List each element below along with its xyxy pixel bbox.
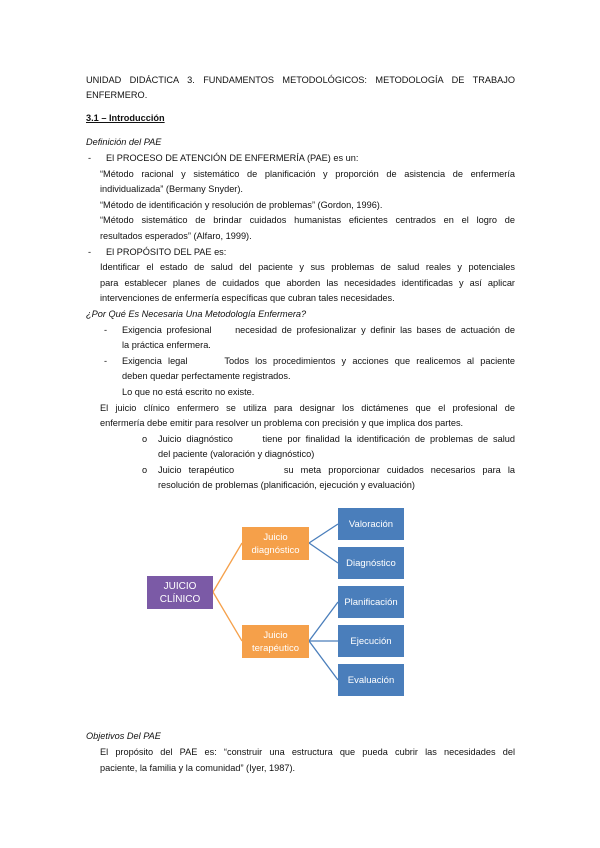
why-subtitle: ¿Por Qué Es Necesaria Una Metodología Enfermera? <box>86 309 307 319</box>
circle-bullet: o <box>142 465 148 475</box>
quote-1-line-1: “Método racional y sistemático de planificación y proporción de asistencia de enfermería <box>100 169 515 179</box>
requirement-professional-line-1: Exigencia profesional necesidad de profesionalizar y definir las bases de actuación de <box>122 325 515 335</box>
clinical-judgment-line-1: El juicio clínico enfermero se utiliza para designar los dictámenes que el profesional de <box>100 403 515 413</box>
connector-therapeutic-evaluacion <box>309 641 338 680</box>
purpose-line-3: intervenciones de enfermería específicas que cubran tales necesidades. <box>100 293 395 303</box>
document-title-line-1: UNIDAD DIDÁCTICA 3. FUNDAMENTOS METODOLÓGICOS: METODOLOGÍA DE TRABAJO <box>86 75 515 85</box>
connector-root-diagnostic <box>213 543 242 592</box>
therapeutic-judgment-line-1: Juicio terapéutico su meta proporcionar cuidados necesarios para la <box>158 465 515 475</box>
quote-3-line-2: resultados esperados” (Alfaro, 1999). <box>100 231 252 241</box>
diagram-therapeutic-label-2: terapéutico <box>251 643 300 654</box>
objectives-line-2: paciente, la familia y la comunidad” (Iyer, 1987). <box>100 763 296 773</box>
diagram-leaf-label: Planificación <box>344 597 398 608</box>
connector-diagnostic-diagnostico <box>309 543 338 563</box>
objectives-subtitle: Objetivos Del PAE <box>86 731 161 741</box>
quote-3-line-1: “Método sistemático de brindar cuidados humanistas eficientes centrados en el logro de <box>100 215 515 225</box>
requirement-legal-line-1: Exigencia legal Todos los procedimientos y acciones que realicemos al paciente <box>122 356 515 366</box>
diagram-diagnostic-label-1: Juicio <box>263 532 288 543</box>
dash-bullet: - <box>88 153 92 163</box>
diagram-leaf-label: Evaluación <box>347 675 395 686</box>
requirement-legal-line-3: Lo que no está escrito no existe. <box>122 387 255 397</box>
diagram-therapeutic-label-1: Juicio <box>263 630 288 641</box>
connector-diagnostic-valoracion <box>309 524 338 543</box>
definition-subtitle: Definición del PAE <box>86 137 162 147</box>
requirement-legal-line-2: deben quedar perfectamente registrados. <box>122 371 291 381</box>
diagram-leaf-label: Ejecución <box>350 636 392 647</box>
clinical-judgment-line-2: enfermería debe emitir para resolver un problema con precisión y que implica dos partes. <box>100 418 464 428</box>
circle-bullet: o <box>142 434 148 444</box>
diagnostic-judgment-line-1: Juicio diagnóstico tiene por finalidad la identificación de problemas de salud <box>158 434 515 444</box>
section-title: 3.1 – Introducción <box>86 113 165 123</box>
therapeutic-judgment-line-2: resolución de problemas (planificación, ejecución y evaluación) <box>158 480 415 490</box>
purpose-line-1: Identificar el estado de salud del paciente y sus problemas de salud reales y potenciales <box>100 262 515 272</box>
diagram-leaf-label: Valoración <box>348 519 394 530</box>
dash-bullet: - <box>104 325 108 335</box>
diagnostic-judgment-line-2: del paciente (valoración y diagnóstico) <box>158 449 315 459</box>
diagram-diagnostic-label-2: diagnóstico <box>251 545 300 556</box>
connector-root-therapeutic <box>213 592 242 641</box>
quote-1-line-2: individualizada” (Bermany Snyder). <box>100 184 243 194</box>
objectives-line-1: El propósito del PAE es: “construir una estructura que pueda cubrir las necesidades del <box>100 747 515 757</box>
diagram-root-label-1: JUICIO <box>163 581 197 592</box>
pae-purpose-label: El PROPÓSITO DEL PAE es: <box>106 247 227 257</box>
requirement-professional-line-2: la práctica enfermera. <box>122 340 211 350</box>
dash-bullet: - <box>88 247 92 257</box>
dash-bullet: - <box>104 356 108 366</box>
diagram-leaf-label: Diagnóstico <box>346 558 396 569</box>
purpose-line-2: para establecer planes de cuidados que aborden las necesidades identificadas y así aplicar <box>100 278 515 288</box>
connector-therapeutic-planificacion <box>309 602 338 641</box>
pae-definition-label: El PROCESO DE ATENCIÓN DE ENFERMERÍA (PAE) es un: <box>106 153 359 163</box>
diagram-root-label-2: CLÍNICO <box>159 594 201 605</box>
document-title-line-2: ENFERMERO. <box>86 90 148 100</box>
quote-2: “Método de identificación y resolución de problemas” (Gordon, 1996). <box>100 200 383 210</box>
